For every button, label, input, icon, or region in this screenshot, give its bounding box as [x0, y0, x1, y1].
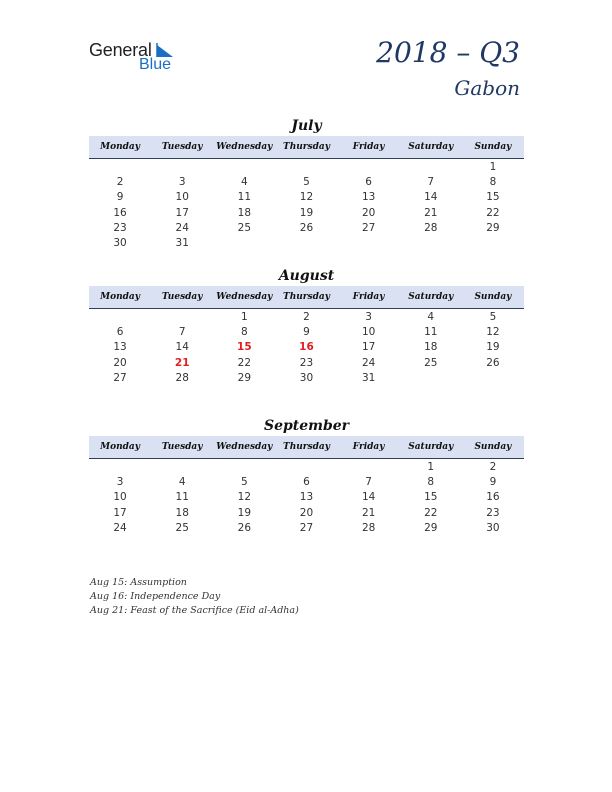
weekday-label: Tuesday — [161, 292, 203, 302]
day-cell: 13 — [299, 491, 314, 504]
day-cell: 13 — [113, 341, 127, 354]
day-cell: 16 — [486, 491, 500, 504]
day-cell: 9 — [303, 325, 310, 338]
day-cell: 12 — [299, 191, 314, 204]
day-cell: 22 — [424, 506, 438, 519]
weekday-header — [89, 436, 524, 459]
day-cell: 10 — [361, 325, 376, 338]
day-cell: 26 — [486, 356, 500, 369]
day-cell: 6 — [303, 475, 310, 488]
week-row — [89, 340, 524, 355]
day-cell: 25 — [424, 356, 438, 369]
day-cell: 30 — [299, 371, 314, 384]
month-calendar-august — [89, 266, 524, 385]
day-cell: 23 — [486, 506, 500, 519]
holiday-note: Aug 16: Independence Day — [90, 591, 221, 602]
day-cell: 20 — [299, 506, 314, 519]
day-cell: 21 — [424, 206, 438, 219]
week-row — [89, 370, 524, 385]
week-row — [89, 220, 524, 235]
day-cell: 14 — [175, 341, 189, 354]
week-row — [89, 459, 524, 474]
weekday-label: Saturday — [408, 142, 454, 152]
day-cell: 3 — [116, 475, 124, 488]
day-cell: 3 — [178, 175, 186, 188]
month-grid — [89, 459, 524, 535]
day-cell: 17 — [113, 506, 127, 519]
week-row — [89, 190, 524, 205]
day-cell: 5 — [241, 475, 248, 488]
week-row — [89, 520, 524, 535]
day-cell: 29 — [486, 221, 500, 234]
day-cell: 8 — [241, 325, 248, 338]
day-cell: 8 — [489, 175, 497, 188]
day-cell: 11 — [175, 491, 189, 504]
day-cell: 12 — [237, 491, 252, 504]
weekday-label: Monday — [100, 142, 140, 152]
day-cell: 26 — [299, 221, 314, 234]
day-cell: 28 — [175, 371, 189, 384]
week-row — [89, 309, 524, 324]
month-title: July — [291, 118, 322, 134]
weekday-label: Friday — [352, 292, 385, 302]
day-cell: 13 — [361, 191, 376, 204]
weekday-label: Friday — [352, 142, 385, 152]
day-cell: 7 — [178, 325, 186, 338]
day-cell: 18 — [424, 341, 438, 354]
weekday-label: Saturday — [408, 442, 454, 452]
month-title: August — [278, 268, 335, 284]
weekday-label: Monday — [100, 292, 140, 302]
holiday-notes — [90, 576, 299, 618]
day-cell: 2 — [489, 460, 497, 473]
day-cell: 20 — [361, 206, 376, 219]
day-cell: 6 — [365, 175, 372, 188]
weekday-header — [89, 286, 524, 309]
week-row — [89, 174, 524, 189]
day-cell: 7 — [427, 175, 435, 188]
day-cell: 14 — [424, 191, 438, 204]
day-cell: 6 — [116, 325, 124, 338]
month-title: September — [263, 418, 350, 434]
day-cell: 23 — [113, 221, 127, 234]
weekday-label: Sunday — [474, 142, 512, 152]
day-cell: 28 — [424, 221, 438, 234]
day-cell: 11 — [237, 191, 252, 204]
week-row — [89, 490, 524, 505]
day-cell: 19 — [237, 506, 252, 519]
day-cell: 5 — [303, 175, 310, 188]
holiday-day-cell: 21 — [174, 356, 190, 369]
day-cell: 5 — [489, 310, 497, 323]
day-cell: 12 — [486, 325, 500, 338]
country-subtitle: Gabon — [454, 76, 520, 100]
day-cell: 28 — [361, 521, 376, 534]
month-calendar-september — [89, 416, 524, 535]
week-row — [89, 159, 524, 174]
logo-text-blue: Blue — [139, 56, 172, 73]
day-cell: 20 — [113, 356, 127, 369]
day-cell: 7 — [365, 475, 372, 488]
day-cell: 10 — [175, 191, 189, 204]
week-row — [89, 235, 524, 250]
day-cell: 30 — [113, 237, 127, 250]
page-title: 2018 – Q3 — [376, 36, 520, 69]
weekday-label: Monday — [100, 442, 140, 452]
day-cell: 17 — [361, 341, 376, 354]
month-calendar-july — [89, 116, 524, 251]
day-cell: 24 — [361, 356, 376, 369]
day-cell: 17 — [175, 206, 189, 219]
day-cell: 21 — [361, 506, 376, 519]
day-cell: 18 — [237, 206, 252, 219]
brand-logo — [89, 40, 189, 76]
weekday-label: Sunday — [474, 292, 512, 302]
weekday-label: Saturday — [408, 292, 454, 302]
weekday-label: Friday — [352, 442, 385, 452]
weekday-label: Thursday — [283, 442, 330, 452]
holiday-day-cell: 16 — [299, 341, 314, 354]
day-cell: 2 — [116, 175, 124, 188]
day-cell: 14 — [361, 491, 376, 504]
weekday-label: Thursday — [283, 292, 330, 302]
week-row — [89, 205, 524, 220]
day-cell: 24 — [113, 521, 127, 534]
day-cell: 18 — [175, 506, 189, 519]
week-row — [89, 355, 524, 370]
day-cell: 4 — [178, 475, 186, 488]
day-cell: 9 — [116, 191, 124, 204]
day-cell: 9 — [489, 475, 497, 488]
day-cell: 1 — [427, 460, 435, 473]
holiday-note: Aug 21: Feast of the Sacrifice (Eid al-Adha) — [90, 605, 299, 616]
day-cell: 27 — [299, 521, 314, 534]
logo-text-general: General — [89, 40, 152, 60]
holiday-day-cell: 15 — [237, 341, 252, 354]
day-cell: 4 — [427, 310, 435, 323]
weekday-label: Wednesday — [216, 442, 273, 452]
weekday-label: Thursday — [283, 142, 330, 152]
weekday-header — [89, 136, 524, 159]
day-cell: 30 — [486, 521, 500, 534]
day-cell: 11 — [424, 325, 438, 338]
weekday-label: Tuesday — [161, 142, 203, 152]
day-cell: 25 — [237, 221, 252, 234]
day-cell: 31 — [361, 371, 376, 384]
week-row — [89, 474, 524, 489]
day-cell: 24 — [175, 221, 189, 234]
weekday-label: Tuesday — [161, 442, 203, 452]
day-cell: 16 — [113, 206, 127, 219]
day-cell: 3 — [365, 310, 372, 323]
holiday-note: Aug 15: Assumption — [90, 577, 187, 588]
day-cell: 29 — [424, 521, 438, 534]
day-cell: 19 — [299, 206, 314, 219]
week-row — [89, 324, 524, 339]
day-cell: 4 — [241, 175, 248, 188]
day-cell: 29 — [237, 371, 252, 384]
day-cell: 19 — [486, 341, 500, 354]
month-grid — [89, 309, 524, 385]
day-cell: 10 — [113, 491, 127, 504]
day-cell: 15 — [424, 491, 438, 504]
day-cell: 22 — [237, 356, 252, 369]
weekday-label: Sunday — [474, 442, 512, 452]
day-cell: 27 — [113, 371, 127, 384]
day-cell: 23 — [299, 356, 314, 369]
day-cell: 25 — [175, 521, 189, 534]
day-cell: 1 — [489, 160, 497, 173]
day-cell: 1 — [241, 310, 248, 323]
week-row — [89, 505, 524, 520]
weekday-label: Wednesday — [216, 142, 273, 152]
weekday-label: Wednesday — [216, 292, 273, 302]
month-grid — [89, 159, 524, 251]
day-cell: 2 — [303, 310, 310, 323]
day-cell: 27 — [361, 221, 376, 234]
day-cell: 26 — [237, 521, 252, 534]
day-cell: 15 — [486, 191, 500, 204]
day-cell: 8 — [427, 475, 435, 488]
day-cell: 22 — [486, 206, 500, 219]
day-cell: 31 — [175, 237, 189, 250]
